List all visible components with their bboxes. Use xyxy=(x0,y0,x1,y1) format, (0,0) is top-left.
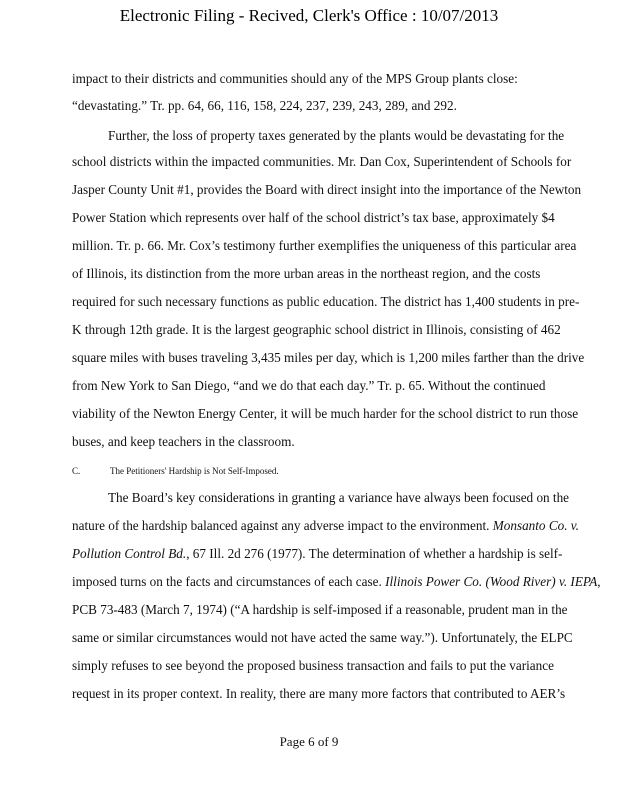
case-citation: Illinois Power Co. (Wood River) v. IEPA xyxy=(385,574,598,589)
text-line: same or similar circumstances would not have acted the same way.”). Unfortunately, the ELPC xyxy=(72,630,573,645)
case-citation: Pollution Control Bd. xyxy=(72,546,187,561)
text-line: Power Station which represents over half of the school district’s tax base, approximately $4 xyxy=(72,210,555,225)
text-run: , 67 Ill. 2d 276 (1977). The determination of whether a hardship is self- xyxy=(186,546,563,561)
text-line: square miles with buses traveling 3,435 miles per day, which is 1,200 miles farther than the drive xyxy=(72,350,585,365)
text-line: The Board’s key considerations in granting a variance have always been focused on the xyxy=(108,490,570,505)
text-run: , xyxy=(597,574,601,589)
section-number: C. xyxy=(72,466,81,476)
text-run: imposed turns on the facts and circumstances of each case. xyxy=(72,574,382,589)
text-line: of Illinois, its distinction from the more urban areas in the northeast region, and the costs xyxy=(72,266,541,281)
section-heading xyxy=(72,466,279,476)
case-citation: Monsanto Co. v. xyxy=(492,518,579,533)
section-title: The Petitioners' Hardship is Not Self-Imposed. xyxy=(110,466,279,476)
filing-stamp: Electronic Filing - Recived, Clerk's Office : 10/07/2013 xyxy=(119,6,499,25)
text-line xyxy=(72,546,562,562)
text-line: impact to their districts and communities should any of the MPS Group plants close: xyxy=(72,71,518,86)
text-line: from New York to San Diego, “and we do that each day.” Tr. p. 65. Without the continued xyxy=(72,378,546,393)
text-line: K through 12th grade. It is the largest geographic school district in Illinois, consisting of 462 xyxy=(72,322,561,337)
text-line: request in its proper context. In reality, there are many more factors that contributed to AER’s xyxy=(72,686,566,701)
text-line: school districts within the impacted communities. Mr. Dan Cox, Superintendent of Schools for xyxy=(72,154,572,169)
text-run: nature of the hardship balanced against any adverse impact to the environment. xyxy=(72,518,490,533)
text-line: PCB 73-483 (March 7, 1974) (“A hardship is self-imposed if a reasonable, prudent man in the xyxy=(72,602,568,617)
text-line: million. Tr. p. 66. Mr. Cox’s testimony further exemplifies the uniqueness of this particular area xyxy=(72,238,577,253)
text-line xyxy=(72,518,579,534)
text-line: “devastating.” Tr. pp. 64, 66, 116, 158, 224, 237, 239, 243, 289, and 292. xyxy=(72,98,457,113)
text-line: viability of the Newton Energy Center, it will be much harder for the school district to run those xyxy=(72,406,579,421)
text-line: Further, the loss of property taxes generated by the plants would be devastating for the xyxy=(108,128,565,143)
text-line: buses, and keep teachers in the classroom. xyxy=(72,434,295,449)
text-line: required for such necessary functions as public education. The district has 1,400 students in pre- xyxy=(72,294,580,309)
text-line xyxy=(72,574,601,590)
text-line: simply refuses to see beyond the proposed business transaction and fails to put the variance xyxy=(72,658,554,673)
page-number: Page 6 of 9 xyxy=(279,734,339,749)
text-line: Jasper County Unit #1, provides the Board with direct insight into the importance of the Newton xyxy=(72,182,582,197)
